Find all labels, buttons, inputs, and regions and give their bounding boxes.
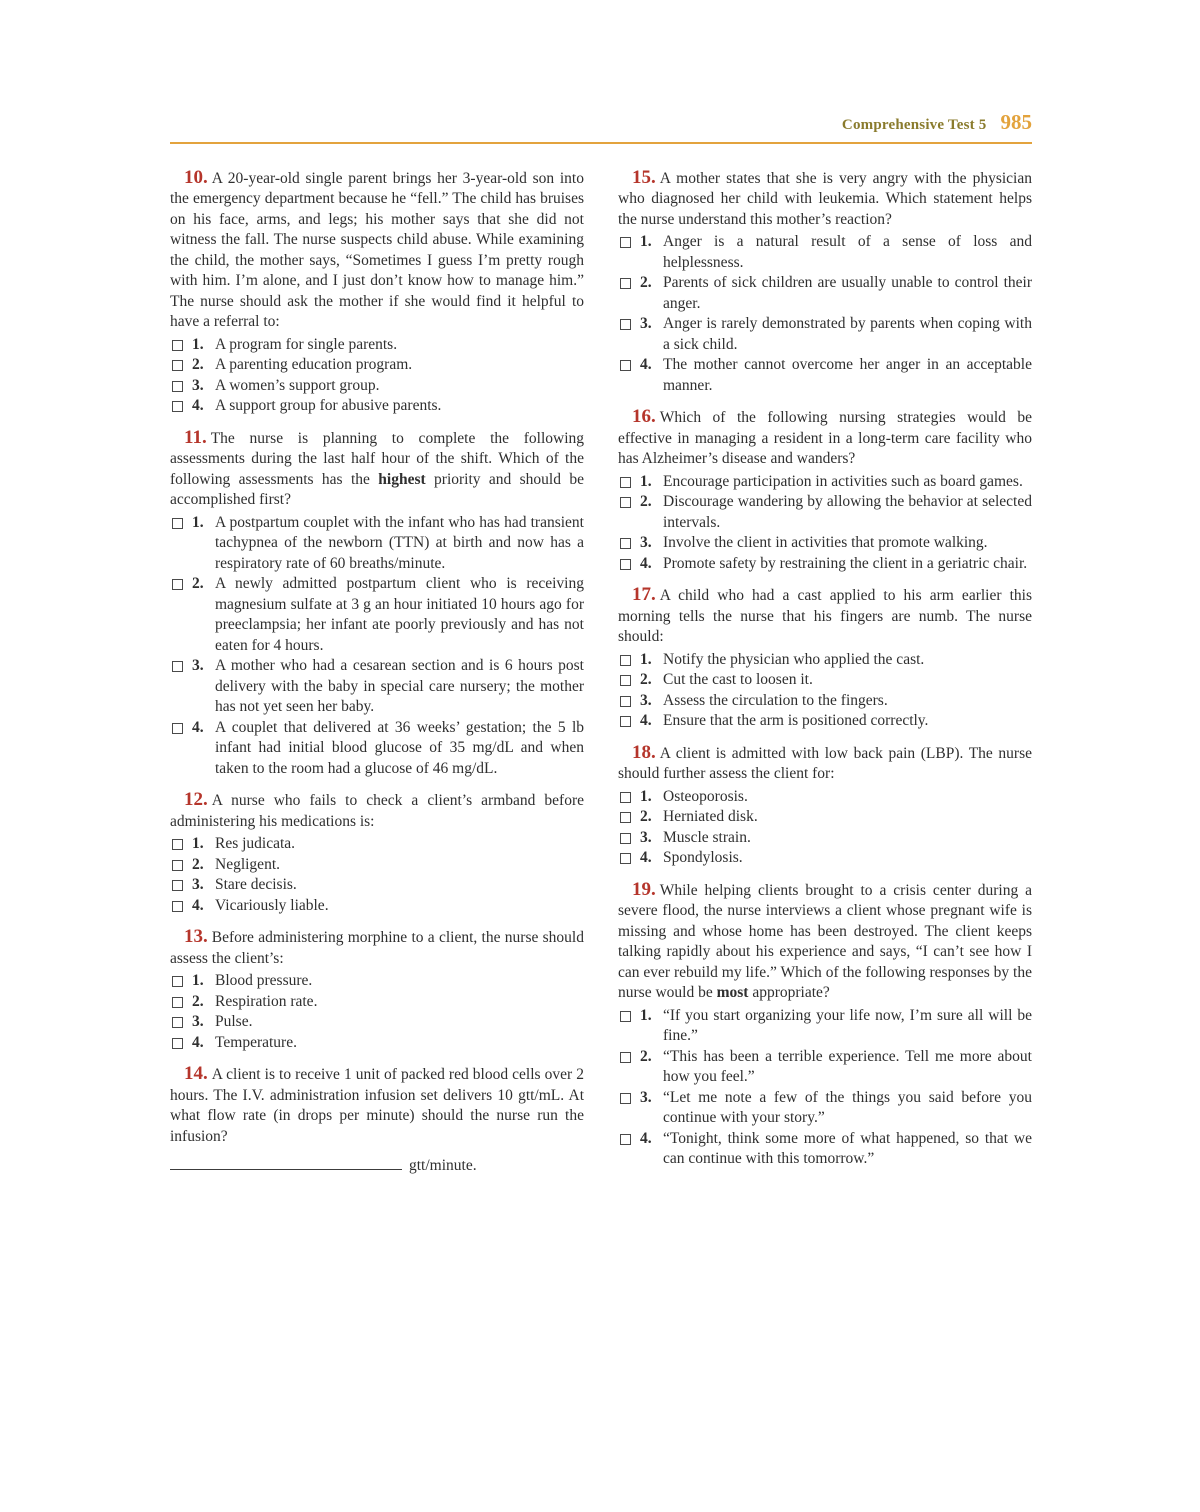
answer-checkbox[interactable] [620,237,631,248]
question-14 [170,1064,584,1177]
options-list [170,834,584,916]
answer-option[interactable] [170,896,584,917]
option-text: “Let me note a few of the things you said before you continue with your story.” [663,1088,1032,1126]
answer-checkbox[interactable] [620,716,631,727]
option-number: 2. [640,1047,652,1065]
answer-checkbox[interactable] [172,661,183,672]
option-text: Ensure that the arm is positioned correctly. [663,712,929,729]
answer-option[interactable] [170,971,584,992]
option-number: 2. [192,356,204,373]
option-text: Negligent. [215,855,280,873]
question-stem [170,927,584,969]
answer-option[interactable] [618,554,1032,575]
option-text: Involve the client in activities that promote walking. [663,534,988,551]
answer-checkbox[interactable] [172,579,183,590]
option-number: 3. [192,876,204,893]
stem-text: A client is to receive 1 unit of packed red blood cells over 2 hours. The I.V. administration infusion set delivers 10 gtt/mL. At what flow rate (in drops per minute) should the nurse run the infusion? [170,1066,584,1145]
answer-checkbox[interactable] [620,853,631,864]
option-number: 4. [640,356,652,373]
question-number: 10. [184,166,208,188]
option-number: 1. [640,472,652,490]
stem-text: Which of the following nursing strategies would be effective in managing a resident in a long-term care facility who has Alzheimer’s disease and wanders? [618,409,1032,467]
option-text: Pulse. [215,1013,253,1030]
question-15 [618,168,1032,397]
option-number: 3. [192,376,204,394]
option-number: 3. [640,828,652,846]
page-number: 985 [1000,110,1032,134]
answer-checkbox[interactable] [620,1134,631,1145]
option-number: 2. [640,493,652,510]
stem-text: Before administering morphine to a client, the nurse should assess the client’s: [170,929,584,967]
option-text: “If you start organizing your life now, I’m sure all will be fine.” [663,1006,1032,1044]
option-text: A couplet that delivered at 36 weeks’ gestation; the 5 lb infant had initial blood glucose of 35 mg/dL and when taken to the room had a glucose of 46 mg/dL. [215,718,584,777]
option-text: Muscle strain. [663,828,751,846]
stem-text: A mother states that she is very angry with the physician who diagnosed her child with leukemia. Which statement helps the nurse understand this mother’s reaction? [618,169,1032,228]
question-stem [618,880,1032,1004]
question-number: 19. [632,878,656,900]
answer-option[interactable] [618,1088,1032,1129]
left-column [170,168,584,1188]
option-text: “This has been a terrible experience. Tell me more about how you feel.” [663,1047,1032,1085]
answer-option[interactable] [618,1047,1032,1088]
answer-option[interactable] [618,1006,1032,1047]
option-number: 4. [192,397,204,414]
stem-bold-word: highest [378,470,426,488]
blank-unit-label: gtt/minute. [409,1157,477,1174]
question-19 [618,880,1032,1170]
question-number: 16. [632,406,656,427]
stem-text: A 20-year-old single parent brings her 3-year-old son into the emergency department because he “fell.” The child has bruises on his face, arms, and legs; his mother says that she did not witness the fall. The nurse suspects child abuse. While examining the child, the mother says, “Sometimes I guess I’m pretty rough with him. I’m alone, and I just don’t know how to manage him.” The nurse should ask the mother if she would find it helpful to have a referral to: [170,169,584,330]
options-list [170,971,584,1053]
running-head: Comprehensive Test 5 [841,117,987,133]
answer-blank[interactable] [170,1156,402,1170]
answer-option[interactable] [170,1033,584,1054]
option-number: 2. [192,575,204,592]
answer-option[interactable] [618,807,1032,828]
answer-option[interactable] [618,472,1032,493]
option-number: 1. [192,513,204,531]
answer-option[interactable] [170,396,584,417]
option-text: A newly admitted postpartum client who is receiving magnesium sulfate at 3 g an hour initiated 10 hours ago for preeclampsia; her infant ate poorly previously and has not eaten for 4 hours. [215,575,584,654]
option-number: 1. [640,233,652,250]
option-text: Anger is a natural result of a sense of loss and helplessness. [663,233,1032,271]
answer-checkbox[interactable] [172,1038,183,1049]
option-text: A support group for abusive parents. [215,397,442,414]
option-text: Notify the physician who applied the cast. [663,650,925,668]
stem-text: priority and should be accomplished first? [170,470,584,508]
option-number: 3. [640,315,652,332]
option-text: “Tonight, think some more of what happened, so that we can continue with this tomorrow.” [663,1129,1032,1167]
option-number: 4. [192,718,204,736]
option-number: 2. [640,671,652,688]
question-stem [170,790,584,832]
answer-checkbox[interactable] [620,497,631,508]
answer-option[interactable] [170,574,584,656]
answer-checkbox[interactable] [620,319,631,330]
question-number: 14. [184,1063,208,1084]
option-text: Osteoporosis. [663,787,748,805]
answer-checkbox[interactable] [620,833,631,844]
option-number: 2. [640,808,652,825]
answer-checkbox[interactable] [620,792,631,803]
answer-checkbox[interactable] [620,696,631,707]
question-stem [170,168,584,333]
option-number: 2. [192,855,204,873]
option-number: 1. [192,335,204,353]
answer-option[interactable] [618,533,1032,554]
option-number: 4. [192,1033,204,1051]
header-rule [170,142,1032,144]
answer-option[interactable] [618,828,1032,849]
option-number: 3. [640,534,652,551]
option-number: 4. [192,896,204,914]
answer-option[interactable] [170,513,584,575]
question-stem [170,1064,584,1147]
question-12 [170,790,584,916]
question-number: 12. [184,789,208,810]
answer-option[interactable] [618,492,1032,533]
stem-text: While helping clients brought to a crisis center during a severe flood, the nurse interviews a client whose pregnant wife is missing and whose home has been destroyed. The client keeps talking rapidly about his experience and says, “I can’t see how I can ever rebuild my life.” Which of the following responses by the nurse would be [618,881,1032,1001]
question-columns [170,168,1032,1188]
option-text: Discourage wandering by allowing the behavior at selected intervals. [663,493,1032,531]
answer-checkbox[interactable] [172,723,183,734]
answer-checkbox[interactable] [620,1052,631,1063]
question-13 [170,927,584,1053]
question-17 [618,585,1032,732]
answer-checkbox[interactable] [172,518,183,529]
fill-in-line [170,1156,584,1177]
option-text: Assess the circulation to the fingers. [663,691,888,709]
options-list [618,787,1032,869]
option-text: A program for single parents. [215,335,398,353]
answer-option[interactable] [618,787,1032,808]
question-11 [170,428,584,780]
answer-option[interactable] [618,314,1032,355]
answer-checkbox[interactable] [172,340,183,351]
answer-checkbox[interactable] [620,538,631,549]
option-number: 4. [640,1129,652,1147]
stem-text: A child who had a cast applied to his arm earlier this morning tells the nurse that his fingers are numb. The nurse should: [618,587,1032,645]
option-text: Vicariously liable. [215,896,329,914]
option-text: Promote safety by restraining the client in a geriatric chair. [663,554,1028,572]
answer-checkbox[interactable] [620,360,631,371]
options-list [618,472,1032,575]
stem-text: appropriate? [748,984,830,1001]
answer-option[interactable] [170,875,584,896]
question-16 [618,407,1032,574]
answer-option[interactable] [618,848,1032,869]
option-number: 2. [640,274,652,291]
option-text: Parents of sick children are usually unable to control their anger. [663,274,1032,312]
question-stem [618,407,1032,470]
answer-checkbox[interactable] [172,880,183,891]
answer-checkbox[interactable] [620,675,631,686]
answer-checkbox[interactable] [172,976,183,987]
answer-checkbox[interactable] [172,860,183,871]
answer-option[interactable] [170,1012,584,1033]
answer-option[interactable] [170,656,584,718]
answer-option[interactable] [170,992,584,1013]
answer-checkbox[interactable] [620,1093,631,1104]
option-number: 1. [192,835,204,852]
option-text: A parenting education program. [215,356,413,373]
option-text: Anger is rarely demonstrated by parents when coping with a sick child. [663,315,1032,353]
option-text: Respiration rate. [215,992,318,1010]
answer-checkbox[interactable] [172,839,183,850]
answer-option[interactable] [618,691,1032,712]
answer-checkbox[interactable] [620,278,631,289]
question-stem [618,585,1032,648]
right-column [618,168,1032,1188]
answer-option[interactable] [170,834,584,855]
option-number: 1. [640,787,652,805]
question-number: 18. [632,741,656,763]
question-stem [618,743,1032,785]
option-number: 1. [640,650,652,668]
question-18 [618,743,1032,869]
answer-checkbox[interactable] [172,901,183,912]
options-list [170,335,584,417]
option-number: 3. [192,657,204,674]
option-text: Stare decisis. [215,876,297,893]
stem-text: A client is admitted with low back pain (LBP). The nurse should further assess the client for: [618,744,1032,782]
answer-option[interactable] [170,355,584,376]
question-stem [618,168,1032,231]
answer-option[interactable] [618,650,1032,671]
answer-checkbox[interactable] [172,360,183,371]
answer-option[interactable] [618,1129,1032,1170]
options-list [170,513,584,780]
option-text: A women’s support group. [215,376,380,394]
option-number: 3. [640,691,652,709]
answer-option[interactable] [618,273,1032,314]
options-list [618,650,1032,732]
option-number: 1. [192,972,204,989]
stem-text: A nurse who fails to check a client’s armband before administering his medications is: [170,792,584,830]
option-number: 4. [640,554,652,572]
answer-option[interactable] [618,670,1032,691]
question-number: 17. [632,584,656,605]
options-list [618,232,1032,396]
answer-option[interactable] [618,355,1032,396]
option-text: A postpartum couplet with the infant who has had transient tachypnea of the newborn (TTN) at birth and now has a respiratory rate of 60 breaths/minute. [215,513,584,572]
page-header [170,112,1032,136]
question-number: 15. [632,166,656,188]
answer-checkbox[interactable] [620,559,631,570]
question-number: 11. [184,426,207,448]
question-number: 13. [184,926,208,947]
question-10 [170,168,584,417]
answer-checkbox[interactable] [172,381,183,392]
option-number: 3. [192,1013,204,1030]
answer-checkbox[interactable] [172,997,183,1008]
answer-option[interactable] [170,376,584,397]
answer-option[interactable] [618,711,1032,732]
option-text: Spondylosis. [663,849,743,866]
option-text: Cut the cast to loosen it. [663,671,813,688]
answer-checkbox[interactable] [620,1011,631,1022]
option-number: 4. [640,849,652,866]
stem-bold-word: most [716,984,749,1001]
option-text: A mother who had a cesarean section and is 6 hours post delivery with the baby in special care nursery; the mother has not yet seen her baby. [215,657,584,715]
option-text: Temperature. [215,1033,297,1051]
option-number: 3. [640,1088,652,1106]
option-text: Res judicata. [215,835,296,852]
answer-option[interactable] [618,232,1032,273]
options-list [618,1006,1032,1170]
option-number: 4. [640,712,652,729]
option-text: Herniated disk. [663,808,758,825]
option-number: 1. [640,1006,652,1024]
option-number: 2. [192,992,204,1010]
option-text: Encourage participation in activities such as board games. [663,472,1023,490]
option-text: Blood pressure. [215,972,313,989]
answer-option[interactable] [170,855,584,876]
answer-checkbox[interactable] [172,1017,183,1028]
answer-checkbox[interactable] [172,401,183,412]
option-text: The mother cannot overcome her anger in an acceptable manner. [663,356,1032,394]
question-stem [170,428,584,511]
answer-option[interactable] [170,335,584,356]
answer-option[interactable] [170,718,584,780]
stem-text: The nurse is planning to complete the following assessments during the last half hour of the shift. Which of the following assessments has the [170,429,584,488]
answer-checkbox[interactable] [620,477,631,488]
answer-checkbox[interactable] [620,655,631,666]
answer-checkbox[interactable] [620,812,631,823]
